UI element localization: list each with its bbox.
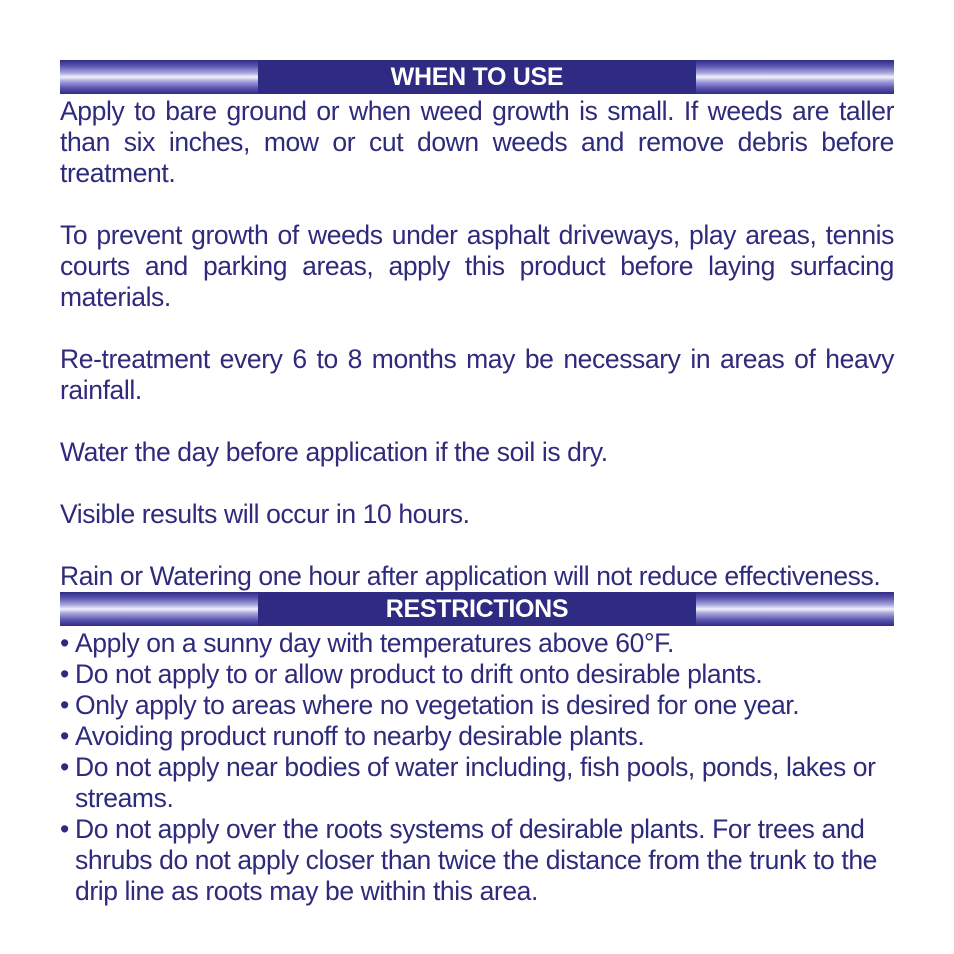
restrictions-section bbox=[60, 592, 894, 907]
restriction-text: Only apply to areas where no vegetation is desired for one year. bbox=[75, 690, 800, 720]
restriction-item bbox=[60, 690, 894, 721]
bullet-dot-icon: • bbox=[60, 814, 69, 844]
header-bar-left-gradient bbox=[60, 592, 262, 626]
when-to-use-body bbox=[60, 96, 894, 592]
restrictions-list bbox=[60, 628, 894, 907]
bullet-dot-icon: • bbox=[60, 721, 69, 751]
label-page bbox=[60, 60, 894, 907]
restriction-text: Apply on a sunny day with temperatures above 60°F. bbox=[75, 628, 674, 658]
restriction-item bbox=[60, 752, 894, 814]
when-to-use-header-bar bbox=[60, 60, 894, 94]
when-to-use-paragraph: Water the day before application if the soil is dry. bbox=[60, 437, 608, 467]
when-to-use-paragraph: Visible results will occur in 10 hours. bbox=[60, 499, 470, 529]
restriction-item bbox=[60, 721, 894, 752]
bullet-dot-icon: • bbox=[60, 628, 69, 658]
bullet-dot-icon: • bbox=[60, 659, 69, 689]
restrictions-heading: RESTRICTIONS bbox=[258, 592, 696, 626]
restriction-item bbox=[60, 628, 894, 659]
when-to-use-paragraph: Rain or Watering one hour after application will not reduce effectiveness. bbox=[60, 561, 881, 591]
restriction-item bbox=[60, 659, 894, 690]
restriction-text: Avoiding product runoff to nearby desirable plants. bbox=[75, 721, 645, 751]
when-to-use-paragraph: To prevent growth of weeds under asphalt driveways, play areas, tennis courts and parking areas, apply this product before laying surfacing materials. bbox=[60, 220, 894, 312]
header-bar-left-gradient bbox=[60, 60, 262, 94]
header-bar-right-gradient bbox=[692, 592, 894, 626]
when-to-use-section bbox=[60, 60, 894, 592]
header-bar-right-gradient bbox=[692, 60, 894, 94]
when-to-use-paragraph: Re-treatment every 6 to 8 months may be necessary in areas of heavy rainfall. bbox=[60, 344, 894, 405]
restriction-text: Do not apply over the roots systems of desirable plants. For trees and shrubs do not apply closer than twice the distance from the trunk to the drip line as roots may be within this area. bbox=[75, 814, 877, 906]
when-to-use-paragraph: Apply to bare ground or when weed growth is small. If weeds are taller than six inches, mow or cut down weeds and remove debris before treatment. bbox=[60, 96, 894, 188]
when-to-use-heading: WHEN TO USE bbox=[258, 60, 696, 94]
bullet-dot-icon: • bbox=[60, 690, 69, 720]
restriction-item bbox=[60, 814, 894, 907]
restriction-text: Do not apply near bodies of water including, fish pools, ponds, lakes or streams. bbox=[75, 752, 876, 813]
bullet-dot-icon: • bbox=[60, 752, 69, 782]
restriction-text: Do not apply to or allow product to drift onto desirable plants. bbox=[75, 659, 763, 689]
restrictions-header-bar bbox=[60, 592, 894, 626]
